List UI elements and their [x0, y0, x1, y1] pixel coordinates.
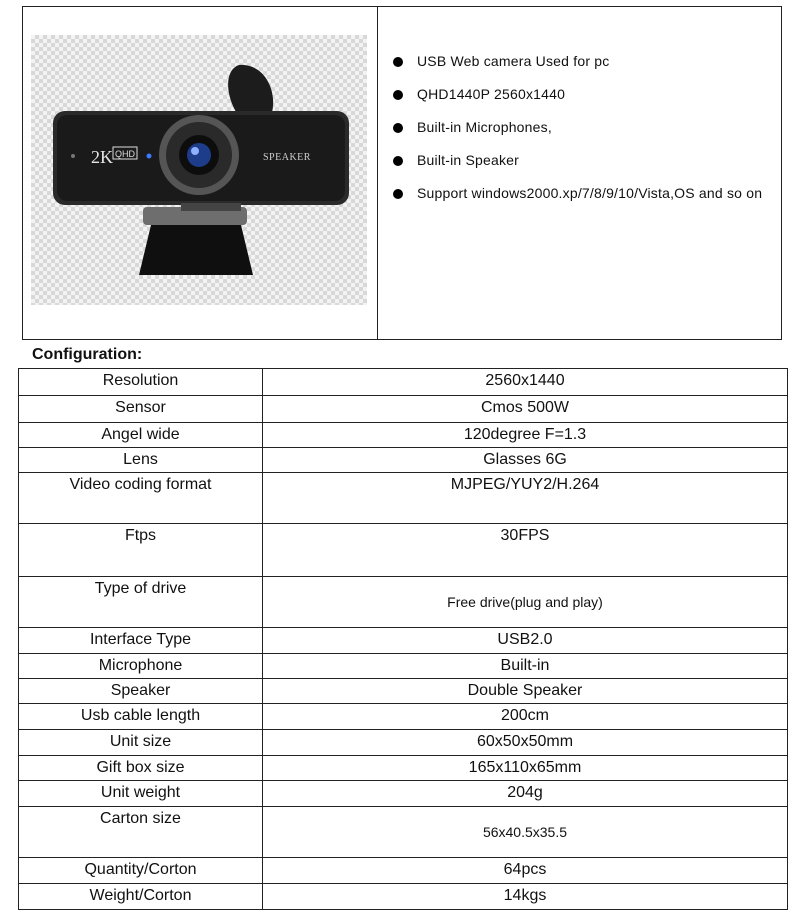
table-row — [19, 858, 788, 884]
spec-value: Free drive(plug and play) — [263, 577, 788, 628]
webcam-illustration — [31, 35, 367, 305]
table-row — [19, 423, 788, 448]
spec-key: Weight/Corton — [19, 884, 263, 910]
spec-key: Ftps — [19, 524, 263, 577]
spec-key: Usb cable length — [19, 704, 263, 730]
spec-key: Gift box size — [19, 756, 263, 781]
spec-value: 200cm — [263, 704, 788, 730]
spec-value: 56x40.5x35.5 — [263, 807, 788, 858]
table-row — [19, 369, 788, 396]
bullet-icon — [393, 156, 403, 166]
spec-key: Video coding format — [19, 473, 263, 524]
spec-value: 120degree F=1.3 — [263, 423, 788, 448]
feature-item: QHD1440P 2560x1440 — [387, 78, 777, 111]
spec-value: 30FPS — [263, 524, 788, 577]
spec-value: Glasses 6G — [263, 448, 788, 473]
spec-value: 60x50x50mm — [263, 730, 788, 756]
spec-value: Cmos 500W — [263, 396, 788, 423]
table-row — [19, 884, 788, 910]
spec-value: USB2.0 — [263, 628, 788, 654]
spec-key: Type of drive — [19, 577, 263, 628]
table-row — [19, 730, 788, 756]
spec-value: 64pcs — [263, 858, 788, 884]
feature-item: Built-in Microphones, — [387, 111, 777, 144]
table-row — [19, 807, 788, 858]
table-row — [19, 473, 788, 524]
spec-key: Interface Type — [19, 628, 263, 654]
spec-key: Quantity/Corton — [19, 858, 263, 884]
bullet-icon — [393, 189, 403, 199]
table-row — [19, 628, 788, 654]
spec-key: Speaker — [19, 679, 263, 704]
configuration-title: Configuration: — [32, 346, 143, 363]
spec-key: Sensor — [19, 396, 263, 423]
table-row — [19, 577, 788, 628]
table-row — [19, 756, 788, 781]
product-overview-box — [22, 6, 782, 340]
feature-item: Built-in Speaker — [387, 144, 777, 177]
spec-value: MJPEG/YUY2/H.264 — [263, 473, 788, 524]
badge-2k-text: 2K — [91, 147, 113, 167]
feature-list — [387, 45, 777, 210]
spec-key: Lens — [19, 448, 263, 473]
feature-item: USB Web camera Used for pc — [387, 45, 777, 78]
spec-value: 204g — [263, 781, 788, 807]
table-row — [19, 396, 788, 423]
spec-value: 14kgs — [263, 884, 788, 910]
spec-key: Unit size — [19, 730, 263, 756]
webcam-photo — [31, 35, 367, 305]
bullet-icon — [393, 57, 403, 67]
spec-value: Double Speaker — [263, 679, 788, 704]
table-row — [19, 448, 788, 473]
table-row — [19, 781, 788, 807]
vertical-divider — [377, 7, 378, 339]
table-row — [19, 679, 788, 704]
spec-key: Carton size — [19, 807, 263, 858]
spec-table — [18, 368, 788, 910]
speaker-text: SPEAKER — [263, 152, 311, 163]
table-row — [19, 704, 788, 730]
table-row — [19, 524, 788, 577]
spec-value: 165x110x65mm — [263, 756, 788, 781]
spec-value: Built-in — [263, 654, 788, 679]
bullet-icon — [393, 123, 403, 133]
spec-key: Microphone — [19, 654, 263, 679]
badge-qhd-text: QHD — [115, 149, 135, 159]
bullet-icon — [393, 90, 403, 100]
table-row — [19, 654, 788, 679]
spec-value: 2560x1440 — [263, 369, 788, 396]
spec-key: Angel wide — [19, 423, 263, 448]
feature-item: Support windows2000.xp/7/8/9/10/Vista,OS and so on — [387, 177, 777, 210]
spec-key: Unit weight — [19, 781, 263, 807]
spec-key: Resolution — [19, 369, 263, 396]
